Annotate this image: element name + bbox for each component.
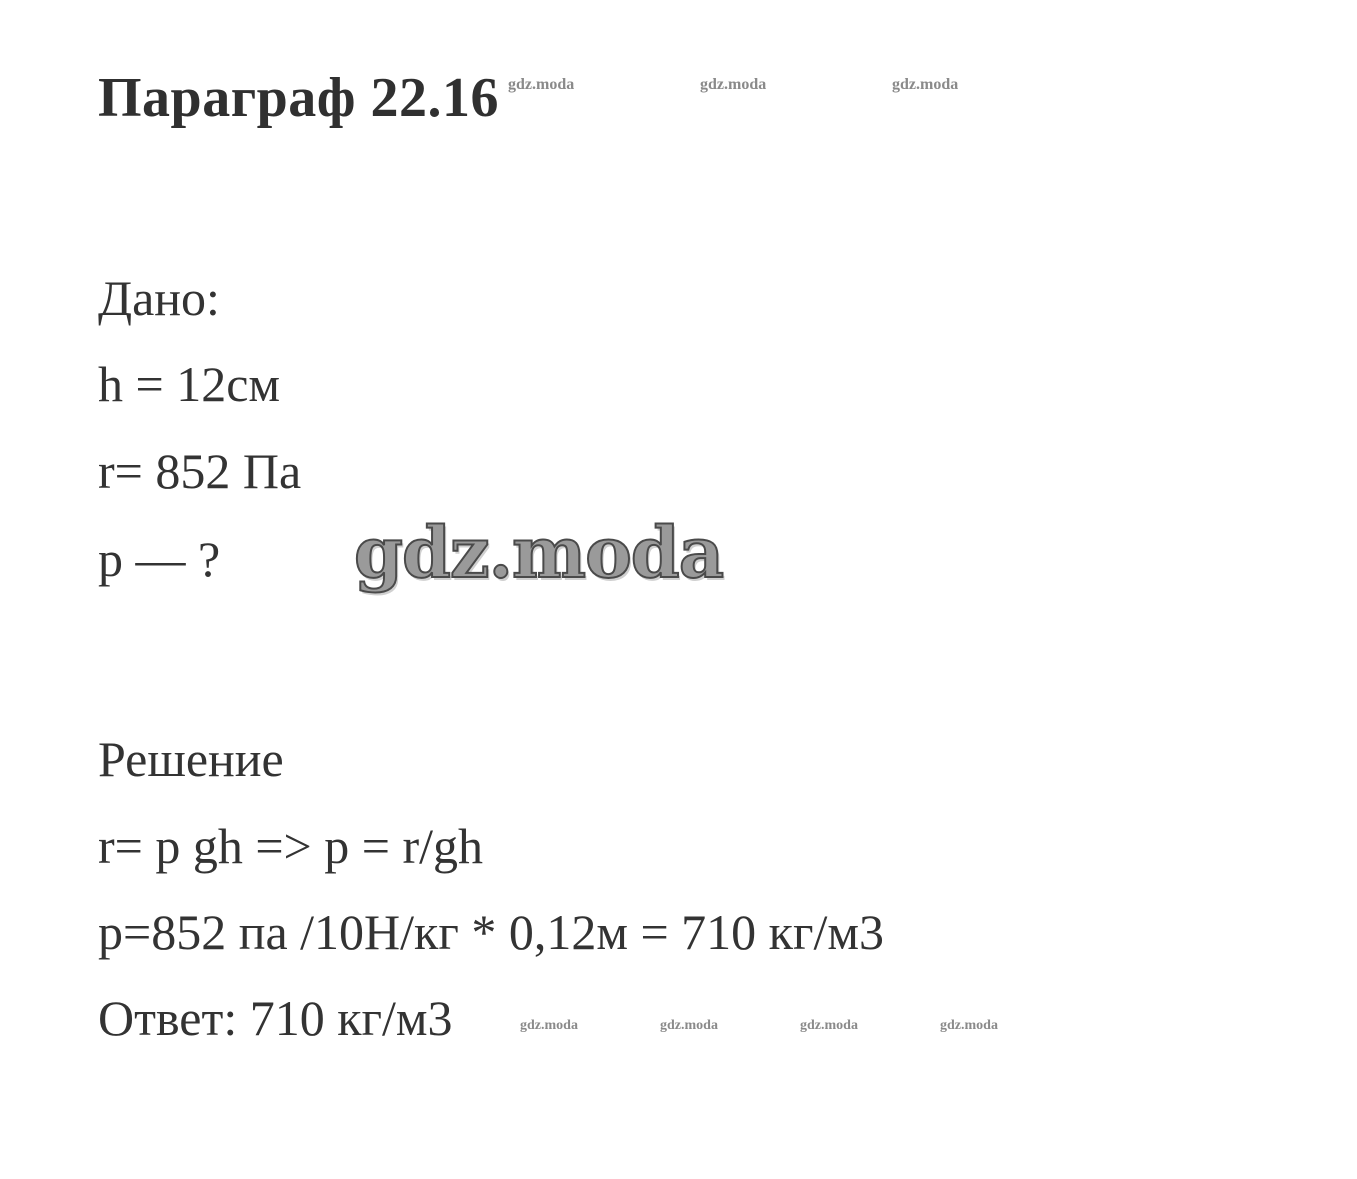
watermark-top-2: gdz.moda [700,76,767,93]
given-line-pressure: r= 852 Па [98,443,302,499]
watermark-bottom-2: gdz.moda [660,1018,718,1033]
solution-answer: Ответ: 710 кг/м3 [98,990,453,1046]
watermark-bottom-3: gdz.moda [800,1018,858,1033]
solution-heading: Решение [98,731,284,787]
watermark-bottom-4: gdz.moda [940,1018,998,1033]
watermark-large: gdz.moda [354,511,724,594]
watermark-bottom-1: gdz.moda [520,1018,578,1033]
given-line-height: h = 12см [98,356,281,412]
watermark-top-1: gdz.moda [508,76,575,93]
given-heading: Дано: [98,270,220,326]
solution-calculation: p=852 па /10Н/кг * 0,12м = 710 кг/м3 [98,904,885,960]
watermark-top-3: gdz.moda [892,76,959,93]
page-title: Параграф 22.16 [98,67,500,129]
solution-formula: r= p gh => p = r/gh [98,818,483,874]
given-line-unknown: p — ? [98,531,221,587]
